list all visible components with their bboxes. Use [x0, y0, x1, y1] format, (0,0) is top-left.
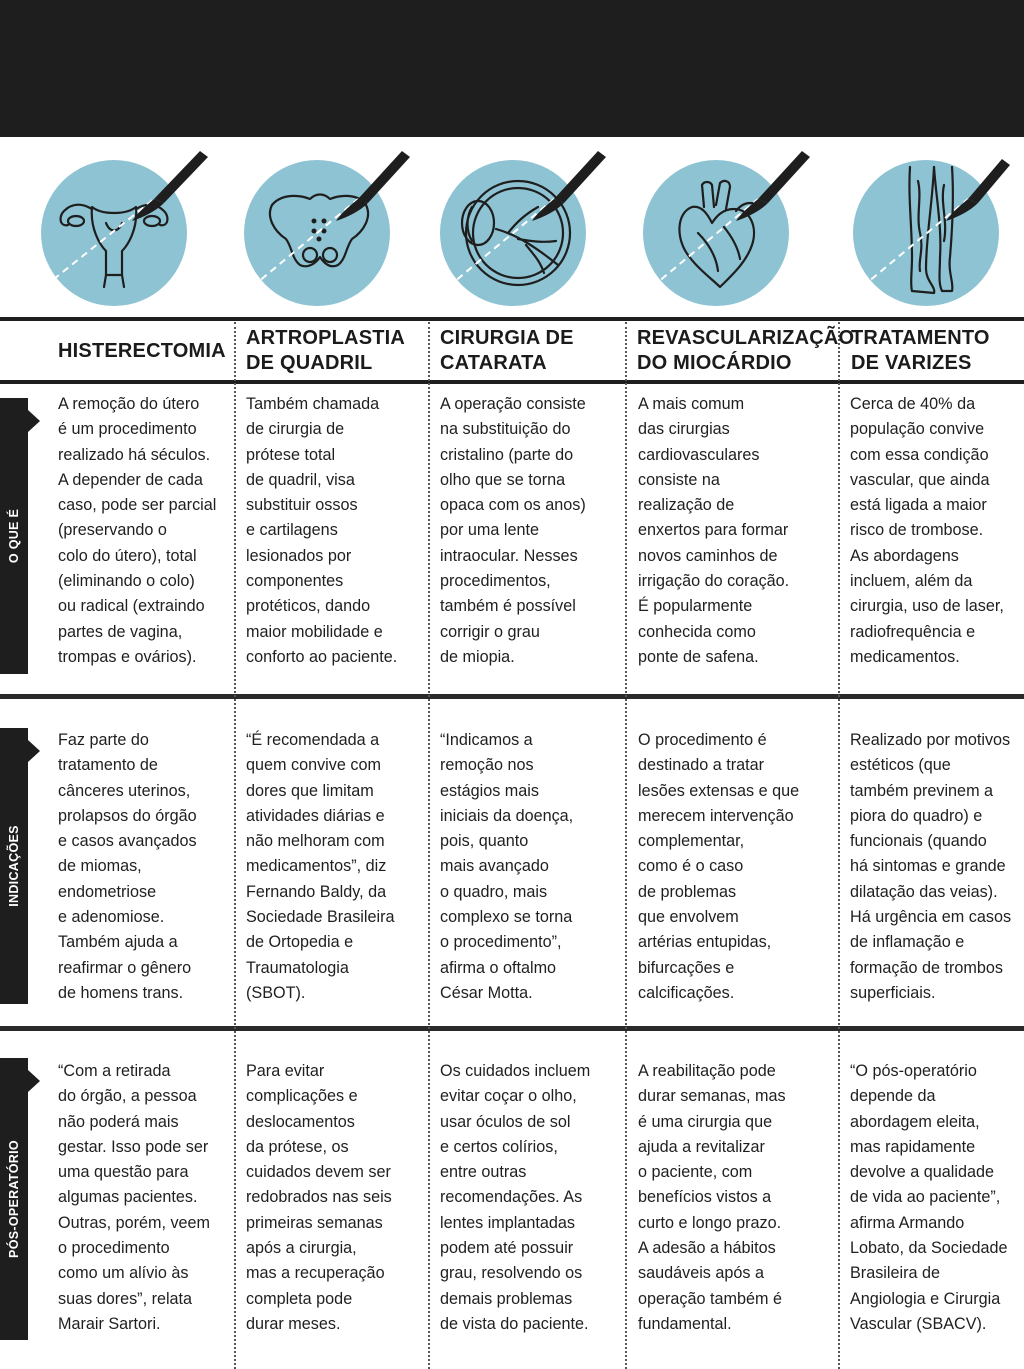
cell-indications-artroplastia: “É recomendada a quem convive com dores que limitam atividades diárias e não melhoram com medicamentos”, diz Fernando Baldy, da Sociedade Brasileira de Ortopedia e Traumatologia (SBOT). — [246, 731, 395, 1002]
uterus-illustration — [14, 137, 214, 317]
arrow-icon — [28, 410, 40, 432]
cell-postop-artroplastia: Para evitar complicações e deslocamentos da prótese, os cuidados devem ser redobrados nas seis primeiras semanas após a cirurgia, mas a recuperação completa pode durar meses. — [246, 1062, 392, 1333]
column-header: ARTROPLASTIA DE QUADRIL — [246, 327, 406, 374]
row-label: PÓS-OPERATÓRIO — [7, 1140, 21, 1258]
cell-what-revascularizacao: A mais comum das cirurgias cardiovasculares consiste na realização de enxertos para formar novos caminhos de irrigação do coração. É popularmente conhecida como ponte de safena. — [638, 395, 790, 666]
arrow-icon — [28, 740, 40, 762]
column-header: CIRURGIA DE CATARATA — [440, 327, 574, 374]
header-artroplastia — [246, 322, 426, 380]
column-header: TRATAMENTO DE VARIZES — [851, 327, 990, 374]
row-label: O QUE É — [7, 508, 21, 564]
illustrations-row — [0, 137, 1024, 317]
pelvis-icon — [212, 137, 412, 317]
header-revascularizacao — [637, 322, 855, 380]
arrow-icon — [28, 1070, 40, 1092]
column-header: REVASCULARIZAÇÃO DO MIOCÁRDIO — [637, 327, 855, 374]
column-divider-3 — [625, 322, 627, 1369]
column-divider-4 — [838, 322, 840, 1369]
row-label-tab — [0, 728, 28, 1004]
cell-what-catarata: A operação consiste na substituição do cristalino (parte do olho que se torna opaca com os anos) por uma lente intraocular. Nesses procedimentos, também é possível corrigir o grau de miopia. — [440, 395, 586, 666]
row-label-tab — [0, 1058, 28, 1340]
header-top-rule — [0, 317, 1024, 321]
row-label: INDICAÇÕES — [7, 825, 21, 907]
pelvis-illustration — [212, 137, 412, 317]
cell-postop-revascularizacao: A reabilitação pode durar semanas, mas é uma cirurgia que ajuda a revitalizar o paciente, com benefícios vistos a curto e longo prazo. A adesão a hábitos saudáveis após a operação também é fundamental. — [638, 1062, 786, 1333]
cell-postop-catarata: Os cuidados incluem evitar coçar o olho, usar óculos de sol e certos colírios, entre outras recomendações. As lentes implantadas podem até possuir grau, resolvendo os demais problemas de vista do paciente. — [440, 1062, 591, 1333]
column-divider-2 — [428, 322, 430, 1369]
cell-indications-varizes: Realizado por motivos estéticos (que também previnem a piora do quadro) e funcionais (quando há sintomas e grande dilatação das veias). Há urgência em casos de inflamação e formação de trombos superficiais. — [850, 731, 1012, 1002]
heart-icon — [612, 137, 812, 317]
uterus-icon — [14, 137, 214, 317]
cell-what-varizes: Cerca de 40% da população convive com essa condição vascular, que ainda está ligada a maior risco de trombose. As abordagens incluem, além da cirurgia, uso de laser, radiofrequência e medicamentos. — [850, 395, 1004, 666]
row-divider-2 — [0, 1026, 1024, 1031]
header-bottom-rule — [0, 380, 1024, 384]
header-histerectomia — [58, 322, 228, 380]
cell-postop-varizes: “O pós-operatório depende da abordagem eleita, mas rapidamente devolve a qualidade de vida ao paciente”, afirma Armando Lobato, da Sociedade Brasileira de Angiologia e Cirurgia Vascular (SBACV). — [850, 1062, 1008, 1333]
eye-illustration — [408, 137, 608, 317]
row-label-tab — [0, 398, 28, 674]
legs-icon — [822, 137, 1022, 317]
cell-indications-revascularizacao: O procedimento é destinado a tratar lesões extensas e que merecem intervenção complementar, como é o caso de problemas que envolvem artérias entupidas, bifurcações e calcificações. — [638, 731, 800, 1002]
cell-what-artroplastia: Também chamada de cirurgia de prótese total de quadril, visa substituir ossos e cartilagens lesionados por componentes protéticos, dando maior mobilidade e conforto ao paciente. — [246, 395, 398, 666]
cell-indications-catarata: “Indicamos a remoção nos estágios mais iniciais da doença, pois, quanto mais avançado o quadro, mais complexo se torna o procedimento”, afirma o oftalmo César Motta. — [440, 731, 574, 1002]
column-divider-1 — [234, 322, 236, 1369]
header-catarata — [440, 322, 620, 380]
cell-what-histerectomia: A remoção do útero é um procedimento realizado há séculos. A depender de cada caso, pode ser parcial (preservando o colo do útero), total (eliminando o colo) ou radical (extraindo partes de vagina, trompas e ovários). — [58, 395, 217, 666]
header-band — [0, 0, 1024, 137]
heart-illustration — [612, 137, 812, 317]
eye-icon — [408, 137, 608, 317]
legs-illustration — [822, 137, 1022, 317]
row-divider-1 — [0, 694, 1024, 699]
header-varizes — [851, 322, 1021, 380]
column-header: HISTERECTOMIA — [58, 339, 226, 362]
cell-postop-histerectomia: “Com a retirada do órgão, a pessoa não poderá mais gestar. Isso pode ser uma questão para algumas pacientes. Outras, porém, veem o procedimento como um alívio às suas dores”, relata Marair Sartori. — [58, 1062, 211, 1333]
cell-indications-histerectomia: Faz parte do tratamento de cânceres uterinos, prolapsos do órgão e casos avançados de miomas, endometriose e adenomiose. Também ajuda a reafirmar o gênero de homens trans. — [58, 731, 197, 1002]
